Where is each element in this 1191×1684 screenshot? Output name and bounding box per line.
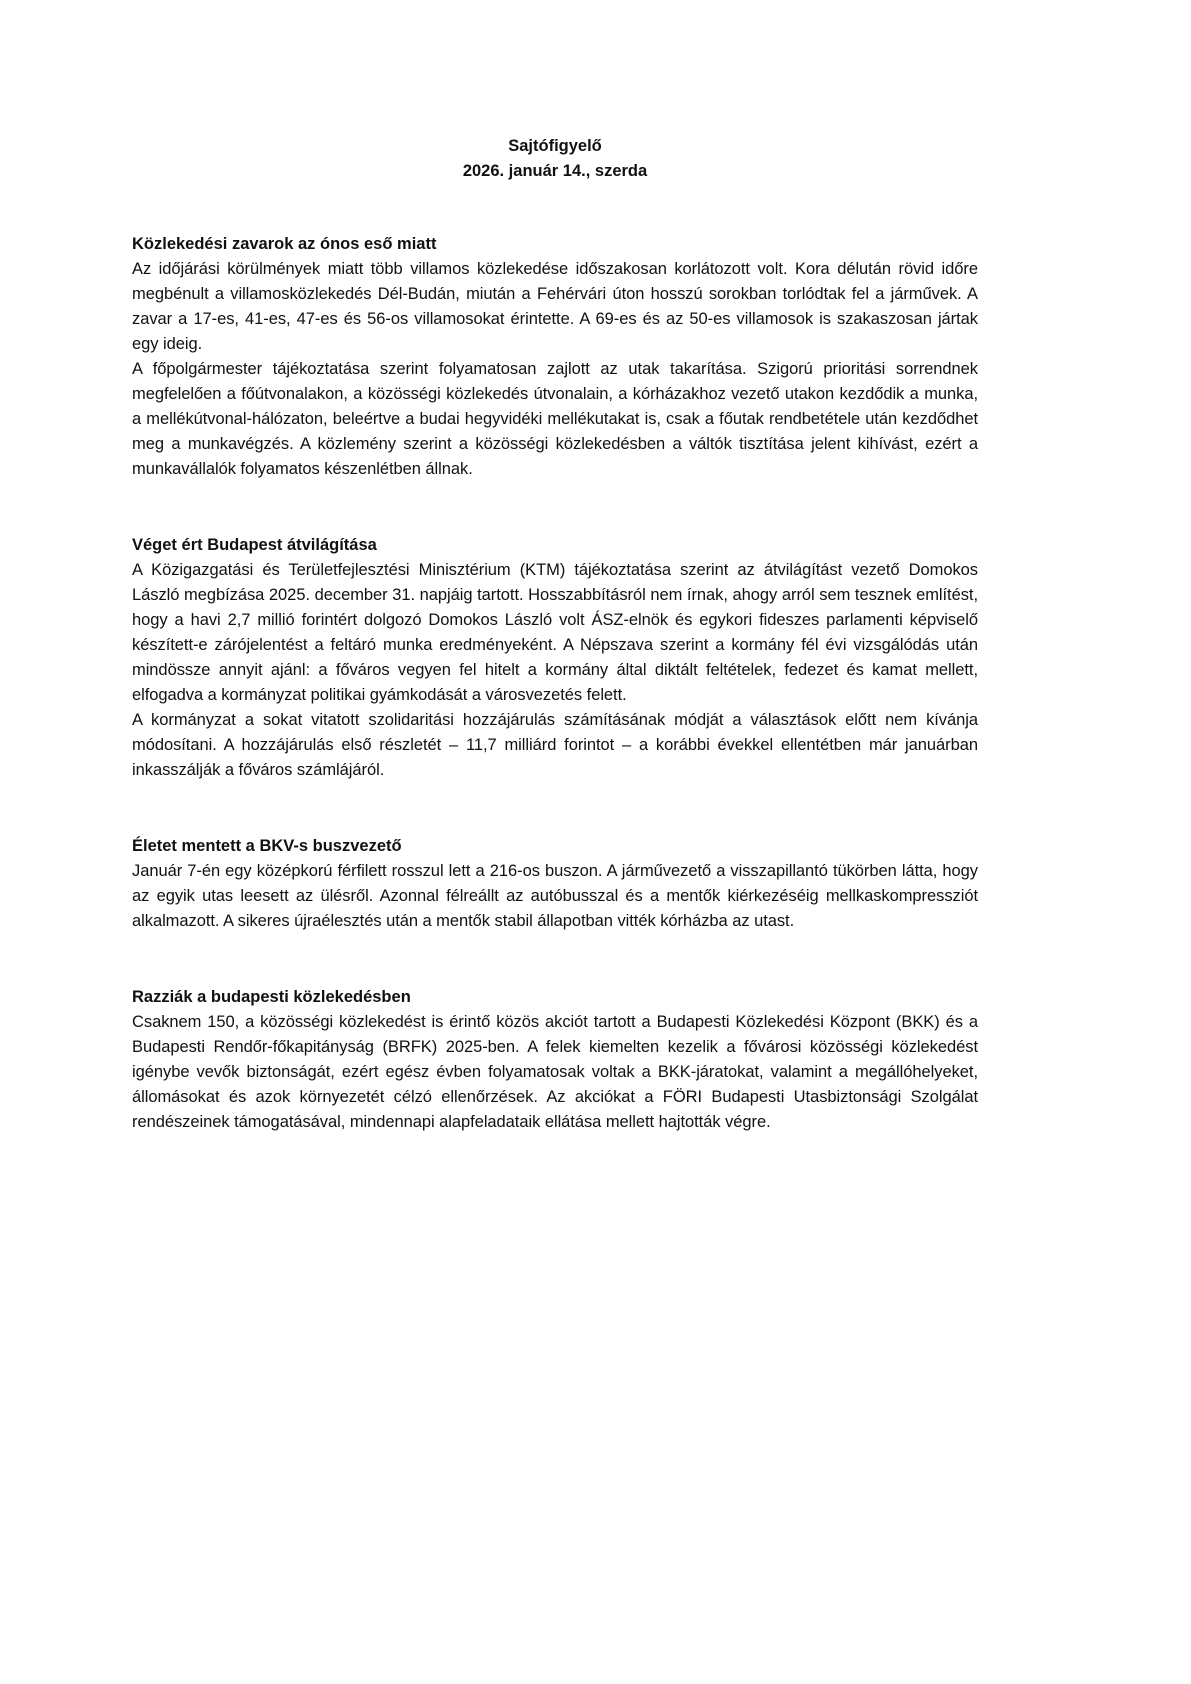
section-paragraph: Az időjárási körülmények miatt több villamos közlekedése időszakosan korlátozott volt. Kora délután rövid időre megbénult a villamosközlekedés Dél-Budán, miután a Fehérvári úton hosszú sorokban torlódtak fel a járművek. A zavar a 17-es, 41-es, 47-es és 56-os villamosokat érintette. A 69-es és az 50-es villamosok is szakaszosan jártak egy ideig. xyxy=(132,260,978,353)
news-section xyxy=(132,985,978,1135)
section-paragraph: A Közigazgatási és Területfejlesztési Minisztérium (KTM) tájékoztatása szerint az átvilágítást vezető Domokos László megbízása 2025. december 31. napjáig tartott. Hosszabbításról nem írnak, ahogy arról sem tesznek említést, hogy a havi 2,7 millió forintért dolgozó Domokos László volt ÁSZ-elnök és egykori fideszes parlamenti képviselő készített-e zárójelentést a feltáró munka eredményeként. A Népszava szerint a kormány fél évi vizsgálódás után mindössze annyit ajánl: a főváros vegyen fel hitelt a kormány által diktált feltételek, fedezet és kamat mellett, elfogadva a kormányzat politikai gyámkodását a városvezetés felett. xyxy=(132,561,978,704)
section-title: Véget ért Budapest átvilágítása xyxy=(132,536,377,554)
section-title: Razziák a budapesti közlekedésben xyxy=(132,988,411,1006)
document-title: Sajtófigyelő xyxy=(508,137,602,155)
section-paragraph: A főpolgármester tájékoztatása szerint folyamatosan zajlott az utak takarítása. Szigorú prioritási sorrendnek megfelelően a főútvonalakon, a közösségi közlekedés útvonalain, a kórházakhoz vezető utakon kezdődik a munka, a mellékútvonal-hálózaton, beleértve a budai hegyvidéki mellékutakat is, csak a főutak rendbetétele után kezdődhet meg a munkavégzés. A közlemény szerint a közösségi közlekedésben a váltók tisztítása jelent kihívást, ezért a munkavállalók folyamatos készenlétben állnak. xyxy=(132,360,978,478)
news-section xyxy=(132,533,978,783)
document-date: 2026. január 14., szerda xyxy=(462,162,648,180)
section-title: Életet mentett a BKV-s buszvezető xyxy=(132,837,402,855)
document-header xyxy=(132,134,978,184)
section-paragraph: Január 7-én egy középkorú férfilett rosszul lett a 216-os buszon. A járművezető a visszapillantó tükörben látta, hogy az egyik utas leesett az ülésről. Azonnal félreállt az autóbusszal és a mentők kiérkezéséig mellkaskompressziót alkalmazott. A sikeres újraélesztés után a mentők stabil állapotban vitték kórházba az utast. xyxy=(132,862,978,930)
section-title: Közlekedési zavarok az ónos eső miatt xyxy=(132,235,437,253)
document-page xyxy=(132,134,978,1135)
news-section xyxy=(132,232,978,482)
news-section xyxy=(132,834,978,934)
section-paragraph: Csaknem 150, a közösségi közlekedést is érintő közös akciót tartott a Budapesti Közlekedési Központ (BKK) és a Budapesti Rendőr-főkapitányság (BRFK) 2025-ben. A felek kiemelten kezelik a fővárosi közösségi közlekedést igénybe vevők biztonságát, ezért egész évben folyamatosak voltak a BKK-járatokat, valamint a megállóhelyeket, állomásokat és azok környezetét célzó ellenőrzések. Az akciókat a FÖRI Budapesti Utasbiztonsági Szolgálat rendészeinek támogatásával, mindennapi alapfeladataik ellátása mellett hajtották végre. xyxy=(132,1013,978,1131)
section-paragraph: A kormányzat a sokat vitatott szolidaritási hozzájárulás számításának módját a választások előtt nem kívánja módosítani. A hozzájárulás első részletét – 11,7 milliárd forintot – a korábbi évekkel ellentétben már januárban inkasszálják a főváros számlájáról. xyxy=(132,711,978,779)
